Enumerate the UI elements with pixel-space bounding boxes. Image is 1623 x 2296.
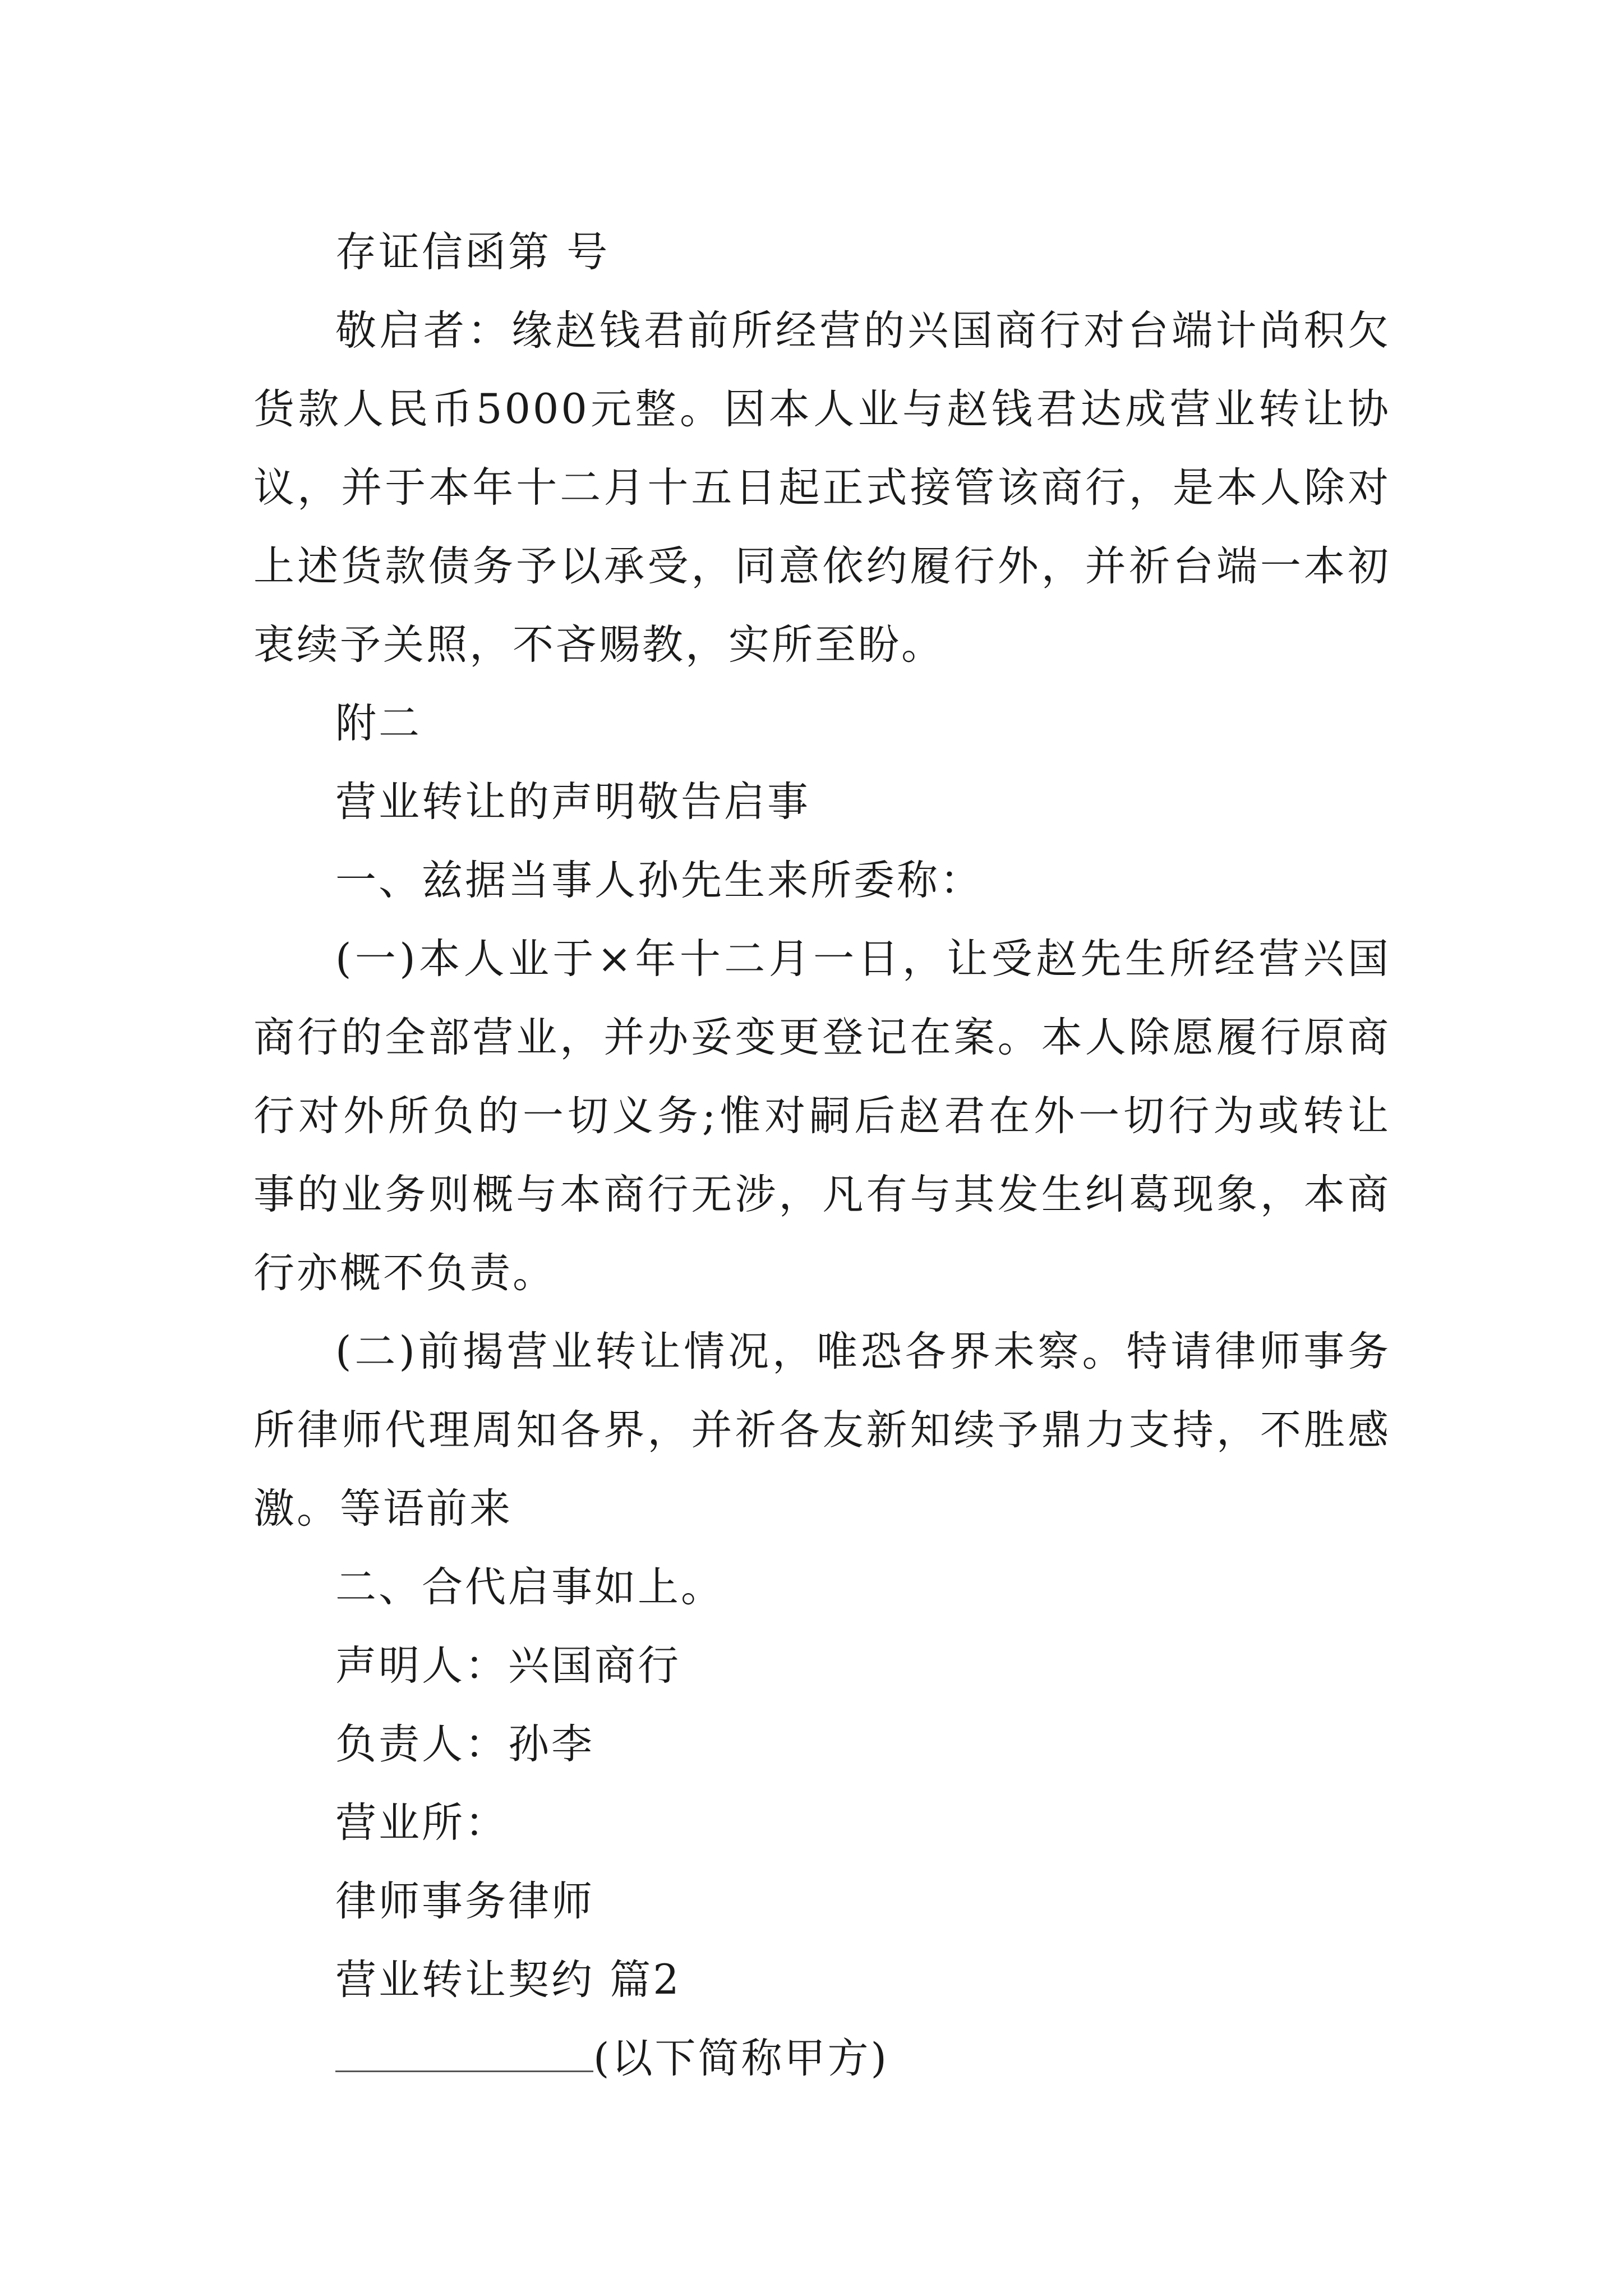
notice-subitem-2: (二)前揭营业转让情况，唯恐各界未察。特请律师事务所律师代理周知各界，并祈各友新知续予鼎力支持，不胜感激。等语前来 [253, 1328, 1391, 1533]
appendix-heading: 附二 [335, 700, 422, 747]
contract-title: 营业转让契约 篇2 [335, 1956, 681, 2004]
business-office-line: 营业所： [335, 1799, 508, 1847]
letter-body: 敬启者：缘赵钱君前所经营的兴国商行对台端计尚积欠货款人民币5000元整。因本人业与赵钱君达成营业转让协议，并于本年十二月十五日起正式接管该商行，是本人除对上述货款债务予以承受，同意依约履行外，并祈台端一本初衷续予关照，不吝赐教，实所至盼。 [253, 307, 1391, 669]
party-a-line [253, 2019, 1391, 2098]
responsible-person-line: 负责人：孙李 [335, 1720, 594, 1768]
notice-item-2: 二、合代启事如上。 [335, 1563, 724, 1611]
notice-title: 营业转让的声明敬告启事 [335, 778, 810, 826]
party-a-label: (以下简称甲方) [593, 2035, 889, 2082]
fill-in-blank [335, 2037, 593, 2072]
document-body [253, 213, 1391, 2098]
notice-subitem-1: (一)本人业于×年十二月一日，让受赵先生所经营兴国商行的全部营业，并办妥变更登记在案。本人除愿履行原商行对外所负的一切义务;惟对嗣后赵君在外一切行为或转让事的业务则概与本商行无涉，凡有与其发生纠葛现象，本商行亦概不负责。 [253, 935, 1391, 1297]
law-firm-line: 律师事务律师 [335, 1878, 594, 1925]
declarant-line: 声明人：兴国商行 [335, 1642, 681, 1690]
notice-item-1: 一、兹据当事人孙先生来所委称： [335, 857, 983, 904]
letter-number: 存证信函第 号 [335, 228, 610, 276]
